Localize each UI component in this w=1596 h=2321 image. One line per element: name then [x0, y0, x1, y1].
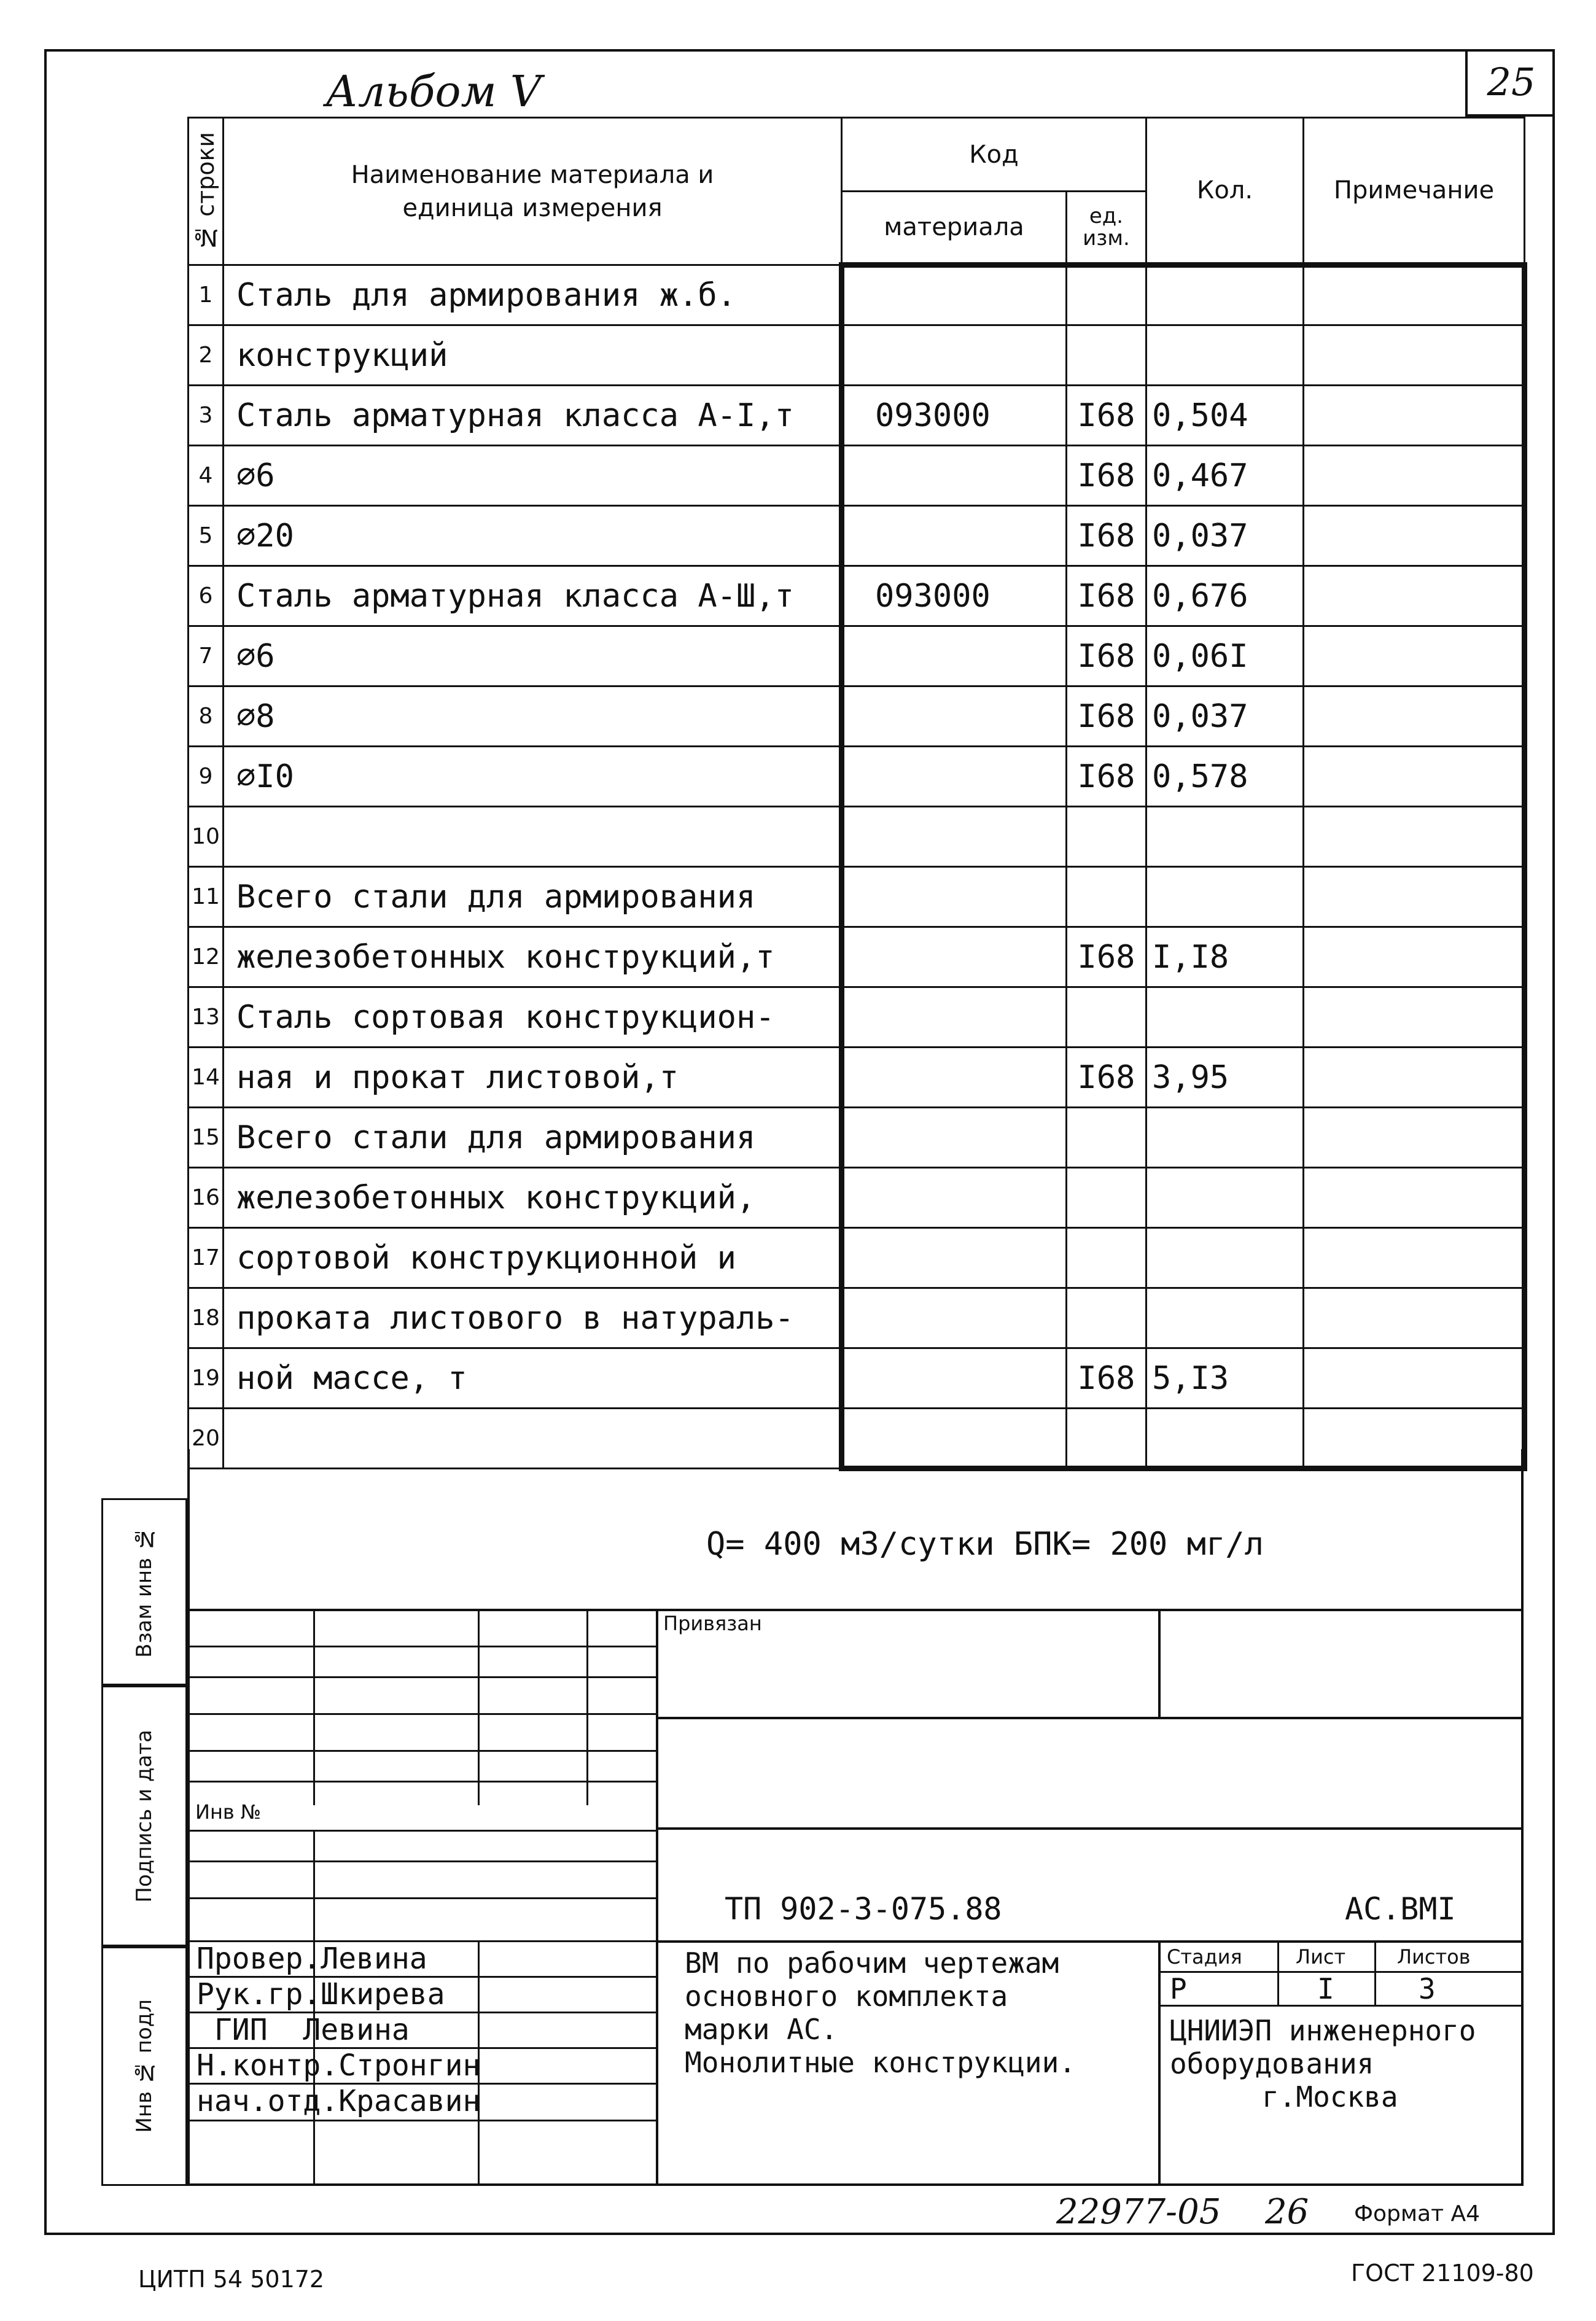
- inv-no-label: Инв №: [195, 1800, 262, 1824]
- row-unit: I68: [1067, 1348, 1146, 1409]
- row-note: [1304, 506, 1525, 566]
- row-code: [842, 987, 1067, 1048]
- row-unit: [1067, 867, 1146, 927]
- title-block-top: [187, 1609, 1524, 1611]
- row-name: конструкций: [224, 325, 842, 386]
- row-qty: [1146, 1288, 1304, 1348]
- row-note: [1304, 626, 1525, 686]
- row-note: [1304, 686, 1525, 747]
- side-podpis-data: Подпись и дата: [101, 1685, 187, 1946]
- row-unit: I68: [1067, 927, 1146, 987]
- row-unit: I68: [1067, 626, 1146, 686]
- sheet-label: Лист: [1296, 1945, 1346, 1969]
- row-number: 19: [189, 1348, 224, 1409]
- row-unit: I68: [1067, 386, 1146, 446]
- row-name: ная и прокат листовой,т: [224, 1048, 842, 1108]
- footer-left: ЦИТП 54 50172: [138, 2266, 325, 2293]
- row-number: 15: [189, 1108, 224, 1168]
- row-name: ∅8: [224, 686, 842, 747]
- signature-row: [197, 1977, 445, 2012]
- row-note: [1304, 446, 1525, 506]
- grid-hline: [187, 1860, 656, 1862]
- row-note: [1304, 566, 1525, 626]
- row-number: 5: [189, 506, 224, 566]
- table-row: [189, 1168, 1525, 1228]
- footer-sheet: 26: [1265, 2192, 1309, 2232]
- row-name: Сталь для армирования ж.б.: [224, 265, 842, 325]
- row-qty: [1146, 987, 1304, 1048]
- table-row: [189, 1288, 1525, 1348]
- row-note: [1304, 386, 1525, 446]
- doc-code: ТП 902-3-075.88: [725, 1891, 1002, 1927]
- stage-label: Стадия: [1167, 1945, 1242, 1969]
- grid-vline: [478, 1609, 480, 1805]
- tb-stage-line-2: [1158, 2005, 1524, 2007]
- row-name: проката листового в натураль-: [224, 1288, 842, 1348]
- row-unit: I68: [1067, 506, 1146, 566]
- tb-line-1: [656, 1717, 1524, 1719]
- row-number: 13: [189, 987, 224, 1048]
- sheet-code: АС.ВМI: [1345, 1891, 1456, 1927]
- row-unit: I68: [1067, 686, 1146, 747]
- row-code: [842, 927, 1067, 987]
- row-qty: [1146, 1168, 1304, 1228]
- signature-row: [197, 2084, 480, 2118]
- row-number: 17: [189, 1228, 224, 1288]
- header-note: Примечание: [1304, 118, 1525, 265]
- row-note: [1304, 1108, 1525, 1168]
- row-number: 3: [189, 386, 224, 446]
- row-unit: I68: [1067, 1048, 1146, 1108]
- signature-row: [197, 2013, 410, 2047]
- row-number: 10: [189, 807, 224, 867]
- row-qty: [1146, 867, 1304, 927]
- row-unit: [1067, 1409, 1146, 1469]
- footer-right: ГОСТ 21109-80: [1351, 2260, 1534, 2287]
- album-label: Альбом V: [325, 66, 542, 117]
- row-name: Всего стали для армирования: [224, 867, 842, 927]
- header-code-material: материала: [842, 192, 1067, 265]
- tb-stage-line-1: [1158, 1971, 1524, 1973]
- table-row: [189, 807, 1525, 867]
- tb-divider: [656, 1609, 658, 2186]
- signature-row: [197, 2048, 480, 2083]
- row-qty: [1146, 1409, 1304, 1469]
- row-name: Всего стали для армирования: [224, 1108, 842, 1168]
- row-unit: [1067, 325, 1146, 386]
- footer-format: Формат А4: [1354, 2201, 1481, 2226]
- signature-name: .Красавин: [321, 2084, 481, 2118]
- table-row: [189, 927, 1525, 987]
- table-row: [189, 626, 1525, 686]
- page-number: 25: [1465, 49, 1555, 117]
- row-code: 093000: [842, 566, 1067, 626]
- signature-role: Провер: [197, 1942, 303, 1976]
- tb-line-2: [656, 1827, 1524, 1830]
- tb-line-3: [656, 1940, 1524, 1943]
- grid-hline: [187, 1750, 656, 1752]
- row-code: [842, 807, 1067, 867]
- row-qty: 0,06I: [1146, 626, 1304, 686]
- row-note: [1304, 867, 1525, 927]
- spec-table: [187, 117, 1527, 1471]
- row-name: Сталь сортовая конструкцион-: [224, 987, 842, 1048]
- row-note: [1304, 1348, 1525, 1409]
- signature-row: [197, 1942, 427, 1976]
- row-code: [842, 686, 1067, 747]
- row-unit: [1067, 1288, 1146, 1348]
- row-code: [842, 506, 1067, 566]
- table-row: [189, 265, 1525, 325]
- header-code-unit: ед. изм.: [1067, 192, 1146, 265]
- row-number: 2: [189, 325, 224, 386]
- row-qty: 5,I3: [1146, 1348, 1304, 1409]
- doc-description: ВМ по рабочим чертежам основного комплекта марки АС. Монолитные конструкции.: [685, 1946, 1076, 2079]
- grid-hline: [187, 1676, 656, 1678]
- block-right-line: [1521, 1449, 1524, 2186]
- row-code: [842, 867, 1067, 927]
- row-name: ∅6: [224, 626, 842, 686]
- table-row: [189, 566, 1525, 626]
- header-row-no: № строки: [189, 118, 224, 265]
- grid-vline: [586, 1609, 588, 1805]
- row-qty: 0,467: [1146, 446, 1304, 506]
- side-vzam-inv: Взам инв №: [101, 1498, 187, 1685]
- row-name: ∅I0: [224, 747, 842, 807]
- row-name: ∅20: [224, 506, 842, 566]
- row-number: 11: [189, 867, 224, 927]
- table-row: [189, 1348, 1525, 1409]
- row-unit: I68: [1067, 747, 1146, 807]
- row-number: 20: [189, 1409, 224, 1469]
- row-name: железобетонных конструкций,: [224, 1168, 842, 1228]
- row-qty: 0,037: [1146, 686, 1304, 747]
- side-inv-podl: Инв № подл: [101, 1946, 187, 2186]
- header-name: Наименование материала и единица измерения: [224, 118, 842, 265]
- row-code: [842, 325, 1067, 386]
- row-code: [842, 626, 1067, 686]
- grid-hline: [187, 2120, 656, 2121]
- block-left-line: [187, 1449, 190, 2186]
- grid-vline: [313, 1609, 315, 1805]
- signature-name: .Шкирева: [303, 1977, 445, 2012]
- row-qty: 0,676: [1146, 566, 1304, 626]
- header-code: Код: [842, 118, 1146, 192]
- row-qty: 3,95: [1146, 1048, 1304, 1108]
- row-qty: 0,578: [1146, 747, 1304, 807]
- row-number: 14: [189, 1048, 224, 1108]
- table-row: [189, 446, 1525, 506]
- footer-number: 22977-05: [1056, 2192, 1221, 2232]
- row-code: [842, 747, 1067, 807]
- table-row: [189, 1108, 1525, 1168]
- row-qty: 0,037: [1146, 506, 1304, 566]
- row-note: [1304, 1409, 1525, 1469]
- row-code: [842, 1048, 1067, 1108]
- row-name: Сталь арматурная класса А-Ш,т: [224, 566, 842, 626]
- row-note: [1304, 1228, 1525, 1288]
- table-row: [189, 747, 1525, 807]
- table-row: [189, 386, 1525, 446]
- header-qty: Кол.: [1146, 118, 1304, 265]
- row-code: 093000: [842, 386, 1067, 446]
- row-code: [842, 1228, 1067, 1288]
- signature-role: нач.отд: [197, 2084, 321, 2118]
- row-name: ной массе, т: [224, 1348, 842, 1409]
- row-number: 1: [189, 265, 224, 325]
- table-row: [189, 987, 1525, 1048]
- signature-name: .Левина: [303, 1942, 427, 1976]
- tb-stage-vline-1: [1277, 1940, 1279, 2005]
- signature-role: Н.контр: [197, 2048, 321, 2083]
- privyazan-label: Привязан: [663, 1612, 762, 1635]
- row-note: [1304, 325, 1525, 386]
- org-name: ЦНИИЭП инженерного оборудования г.Москва: [1170, 2014, 1476, 2113]
- row-code: [842, 1348, 1067, 1409]
- signature-name: Левина: [267, 2013, 410, 2047]
- row-number: 18: [189, 1288, 224, 1348]
- row-number: 6: [189, 566, 224, 626]
- row-unit: [1067, 1168, 1146, 1228]
- row-note: [1304, 265, 1525, 325]
- row-qty: [1146, 807, 1304, 867]
- row-number: 4: [189, 446, 224, 506]
- row-qty: [1146, 325, 1304, 386]
- row-unit: [1067, 265, 1146, 325]
- table-row: [189, 1409, 1525, 1469]
- row-qty: [1146, 1228, 1304, 1288]
- table-row: [189, 686, 1525, 747]
- row-code: [842, 1288, 1067, 1348]
- row-note: [1304, 747, 1525, 807]
- tb-vline-1: [1158, 1609, 1161, 1717]
- row-note: [1304, 1288, 1525, 1348]
- row-code: [842, 1108, 1067, 1168]
- signature-name: .Стронгин: [321, 2048, 481, 2083]
- row-code: [842, 1409, 1067, 1469]
- row-note: [1304, 1048, 1525, 1108]
- row-qty: [1146, 265, 1304, 325]
- row-number: 9: [189, 747, 224, 807]
- row-unit: [1067, 987, 1146, 1048]
- signature-role: Рук.гр: [197, 1977, 303, 2012]
- row-number: 12: [189, 927, 224, 987]
- row-unit: I68: [1067, 566, 1146, 626]
- stage-value: Р: [1170, 1972, 1187, 2005]
- tb-vline-2: [1158, 1940, 1161, 2186]
- grid-hline: [187, 1646, 656, 1647]
- sheets-value: 3: [1419, 1972, 1436, 2005]
- block-bottom-line: [187, 2183, 1524, 2186]
- sheet-value: I: [1317, 1972, 1334, 2005]
- table-row: [189, 506, 1525, 566]
- row-note: [1304, 987, 1525, 1048]
- tb-stage-vline-2: [1374, 1940, 1376, 2005]
- row-number: 7: [189, 626, 224, 686]
- table-row: [189, 1048, 1525, 1108]
- row-qty: 0,504: [1146, 386, 1304, 446]
- row-qty: I,I8: [1146, 927, 1304, 987]
- row-qty: [1146, 1108, 1304, 1168]
- row-name: сортовой конструкционной и: [224, 1228, 842, 1288]
- formula-text: Q= 400 м3/сутки БПК= 200 мг/л: [706, 1526, 1264, 1563]
- row-name: [224, 807, 842, 867]
- row-unit: [1067, 1108, 1146, 1168]
- table-row: [189, 1228, 1525, 1288]
- row-note: [1304, 807, 1525, 867]
- row-code: [842, 1168, 1067, 1228]
- grid-hline: [187, 1897, 656, 1899]
- table-row: [189, 867, 1525, 927]
- row-note: [1304, 1168, 1525, 1228]
- row-number: 16: [189, 1168, 224, 1228]
- row-unit: [1067, 807, 1146, 867]
- row-name: железобетонных конструкций,т: [224, 927, 842, 987]
- row-name: ∅6: [224, 446, 842, 506]
- row-note: [1304, 927, 1525, 987]
- signature-role: ГИП: [197, 2013, 268, 2047]
- row-name: [224, 1409, 842, 1469]
- grid-hline: [187, 1781, 656, 1783]
- row-name: Сталь арматурная класса А-I,т: [224, 386, 842, 446]
- row-unit: I68: [1067, 446, 1146, 506]
- table-row: [189, 325, 1525, 386]
- row-code: [842, 446, 1067, 506]
- grid-hline: [187, 1713, 656, 1715]
- sheets-label: Листов: [1397, 1945, 1471, 1969]
- row-unit: [1067, 1228, 1146, 1288]
- row-number: 8: [189, 686, 224, 747]
- grid-hline: [187, 1830, 656, 1832]
- row-code: [842, 265, 1067, 325]
